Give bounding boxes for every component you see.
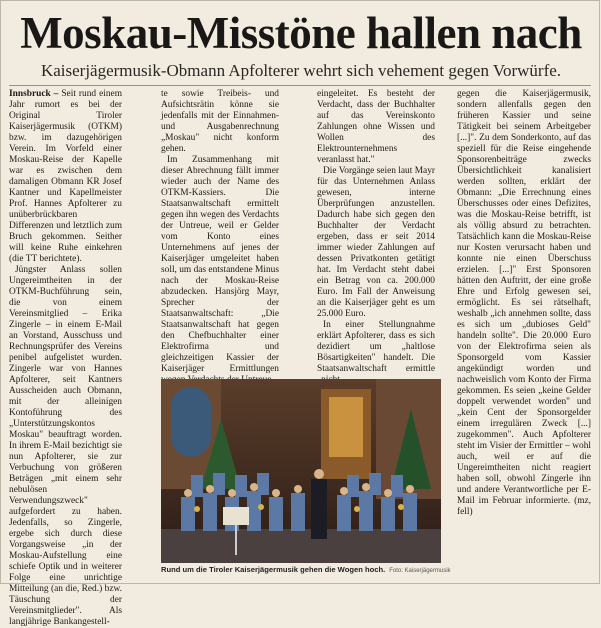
column-3 (317, 89, 435, 377)
paragraph-text: Seit rund einem Jahr rumort es bei der Original Tiroler Kaiserjägermusik (OTKM) bzw. im dazugehörigen Verein. Im Vorfeld einer Moskau-Reise der Kapelle war es zwischen dem damaligen Obmann KR Josef Kantner und Kapellmeister Prof. Hannes Apfolterer zu unüberbrückbaren Differenzen und letztlich zum Bruch gekommen. Seither will keine Ruhe einkehren (die TT berichtete). (9, 89, 122, 264)
paragraph: te sowie Treibeis- und Aufsichtsrätin könne sie jedenfalls mit der Einnahmen- und Ausgabenrechnung „Moskau" nicht konform gehen. (161, 89, 279, 154)
paragraph (9, 89, 122, 265)
paragraph: Jüngster Anlass sollen Ungereimtheiten in der OTKM-Buchführung sein, die von einem Vereinsmitglied – Erika Zingerle – in einem E-Mail an Vorstand, Ausschuss und Rechnungsprüfer des Vereins penibel aufgelistet wurden. Zingerle war von Hannes Apfolterer, seit Kantners Ausscheiden auch Obmann, mit der alleinigen Kontoführung des „Unterstützungskontos Moskau" beauftragt worden. In ihrem E-Mail bezichtigt sie nun Apfolterer, sie zur Verbuchung von größeren Beträgen „mit einem sehr nebulösen Verwendungszweck" aufgefordert zu haben. Jedenfalls, so Zingerle, ergebe sich durch diese Vorgangsweise „in der Moskau-Aufstellung eine schiefe Optik und in weiterer Folge eine unrichtige Mitteilung (an die, Red.) bzw. Täuschung der Vereinsmitglieder". Als langjährige Bankangestell- (9, 265, 122, 627)
paragraph: gegen die Kaiserjägermusik, sondern allenfalls gegen den früheren Kassier und seine Tätigkeit bei seinem Arbeitgeber [...]". Zu dem Sonderkonto, auf das speziell für die Reise eingehende Sponsorenbeiträge zwecks Übersichtlichkeit kanalisiert werden sollten, erklärt der Obmann: „Die Errechnung eines Überschusses oder eines Defizites, was die Moskau-Reise betrifft, ist als völlig absurd zu betrachten. Tatsächlich kann die Moskau-Reise nur Kosten verursacht haben und konnte nie einen Überschuss erzielen. [...]" Erst Sponsoren hätten den Auftritt, der eine große Ehre und Erfolg gewesen sei, ermöglicht. Es sei rätselhaft, weshalb „ich annehmen sollte, dass es sich um „dubioses Geld" handeln sollte". Die 20.000 Euro von der Elektrofirma seien als Sponsorgeld vom Kassier angekündigt worden und nachweislich vom Konto der Firma gekommen. Es seien „keine Gelder doppelt verwendet worden" und „kein Cent der Sponsorgelder einem irregulären Zweck [...] zugekommen". Auch Apfolterer steht im Visier der Ermittler – wohl auch, weil er auf die Ungereimtheiten nicht reagiert haben soll, obwohl Zingerle ihn und andere Verantwortliche per E-Mail im Februar informierte. (mz, fell) (457, 89, 591, 517)
photo-illustration (161, 379, 441, 563)
divider (9, 85, 591, 86)
band-photo (161, 379, 441, 563)
photo-caption (161, 564, 451, 577)
column-4 (457, 89, 591, 579)
subheadline: Kaiserjägermusik-Obmann Apfolterer wehrt sich vehement gegen Vorwürfe. (40, 61, 562, 80)
paragraph: eingeleitet. Es besteht der Verdacht, dass der Buchhalter auf das Vereinskonto Zahlungen ohne Wissen und Wollen des Elektrounternehmens veranlasst hat." (317, 89, 435, 165)
caption-text: Rund um die Tiroler Kaiserjägermusik gehen die Wogen hoch. (161, 565, 386, 574)
paragraph: In einer Stellungnahme erklärt Apfolterer, dass es sich dezidiert um „haltlose Bösartigkeiten" handelt. Die Staatsanwaltschaft ermittle (317, 320, 435, 374)
dateline: Innsbruck – (9, 89, 59, 99)
headline: Moskau-Misstöne hallen nach (20, 8, 582, 58)
photo-credit: Foto: Kaiserjägermusik (389, 568, 451, 574)
paragraph: Im Zusammenhang mit dieser Abrechnung fällt immer wieder auch der Name des OTKM-Kassiers. Die Staatsanwaltschaft ermittelt gegen ihn wegen des Verdachts der Untreue, weil er Gelder vom Konto eines Unternehmens auf jenes der Kaiserjäger umgeleitet haben soll, um das entstandene Minus nach der Moskau-Reise abzudecken. Hansjörg Mayr, Sprecher der Staatsanwaltschaft: „Die Staatsanwaltschaft hat gegen den Chefbuchhalter einer Elektrofirma und gleichzeitigen Kassier der Kaiserjäger Ermittlungen (161, 155, 279, 374)
column-1 (9, 89, 122, 627)
paragraph: Die Vorgänge seien laut Mayr für das Unternehmen Anlass gewesen, interne Überprüfungen anzustellen. Dadurch habe sich gegen den Buchhalter der Verdacht ergeben, dass er seit 2014 immer wieder Zahlungen auf dessen Privatkonten getätigt hat. Im Verdacht steht dabei ein Betrag von ca. 200.000 Euro. Im Fall der Anweisung an die Kaiserjäger geht es um 25.000 Euro. (317, 166, 435, 319)
column-2 (161, 89, 279, 377)
